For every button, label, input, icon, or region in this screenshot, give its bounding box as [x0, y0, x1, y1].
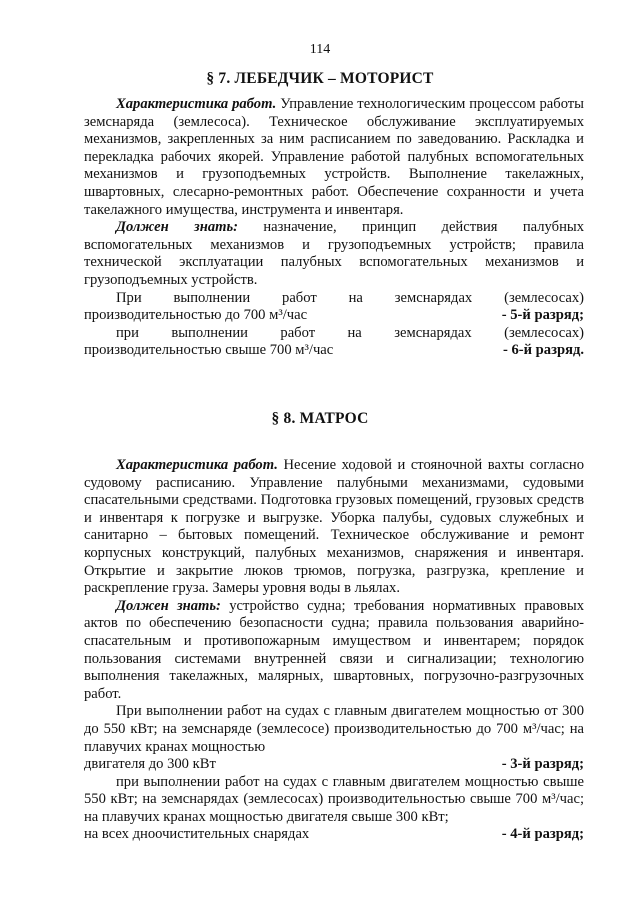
section-7-grade-6-line1: [84, 325, 584, 343]
page-number: 114: [309, 42, 331, 57]
word: при: [116, 324, 139, 341]
word: выполнении: [173, 289, 251, 306]
grade-6-rank: - 6-й разряд.: [502, 342, 584, 359]
word: При: [116, 289, 142, 306]
section-7-characteristic: [84, 96, 584, 219]
section-8-body: [84, 457, 584, 844]
section-7-knowledge: [84, 219, 584, 289]
word: (землесосах): [504, 324, 584, 341]
grade-condition: производительностью до 700 м³/час: [84, 307, 308, 324]
section-8-grade-4-last: [84, 826, 584, 844]
characteristic-label: Характеристика работ.: [116, 96, 277, 112]
section-8-grade-4-text: при выполнении работ на судах с главным двигателем мощностью свыше 550 кВт; на земснарядах (землесосах) производительностью свыше 700 м³/час; на плавучих кранах мощностью двигателя свыше 300 кВт;: [84, 773, 584, 825]
word: работ: [280, 324, 316, 341]
know-label: Должен знать:: [116, 597, 221, 614]
section-7-grade-5-line2: [84, 307, 584, 325]
section-7-heading: § 7. ЛЕБЕДЧИК – МОТОРИСТ: [206, 70, 434, 87]
know-label: Должен знать:: [116, 219, 238, 236]
grade-condition: двигателя до 300 кВт: [84, 756, 216, 773]
grade-condition: на всех дноочистительных снарядах: [84, 826, 310, 843]
section-8-heading: § 8. МАТРОС: [271, 410, 369, 427]
know-text: устройство судна; требования нормативных правовых актов по обеспечению безопасности судна; правила пользования аварийно-спасательным и противопожарным имуществом и инвентарем; порядок пользования системами внутренней связи и сигнализации; технологию выполнения такелажных, малярных, швартовных, погрузочно-разгрузочных работ.: [84, 597, 584, 702]
word: на: [348, 289, 363, 306]
grade-3-rank: - 3-й разряд;: [501, 756, 584, 773]
section-8-knowledge: [84, 598, 584, 704]
characteristic-text: Управление технологическим процессом работы земснаряда (землесоса). Техническое обслуживание эксплуатируемых механизмов, закрепленных за ним расписанием по заведованию. Раскладка и перекладка рабочих якорей. Управление работой палубных вспомогательных механизмов и грузоподъемных устройств. Выполнение такелажных, швартовных, слесарно-ремонтных работ. Обеспечение сохранности и учета такелажного имущества, инструмента и инвентаря.: [84, 96, 584, 218]
section-8-grade-3-last: [84, 756, 584, 774]
word: работ: [282, 289, 317, 306]
characteristic-text: Несение ходовой и стояночной вахты согласно судовому расписанию. Управление палубными механизмами, судовыми спасательными средствами. Подготовка грузовых помещений, грузовых средств и инвентаря к погрузке и выгрузке. Уборка палубы, судовых служебных и санитарно – бытовых помещений. Техническое обслуживание и ремонт корпусных конструкций, палубных механизмов, снаряжения и инвентаря. Открытие и закрытие люков трюмов, погрузка, разгрузка, крепление и раскрепление груза. Замеры уровня воды в льялах.: [84, 457, 585, 597]
grade-condition: производительностью свыше 700 м³/час: [84, 342, 334, 359]
word: земснарядах: [394, 289, 473, 306]
section-7-grade-5-line1: [84, 290, 584, 308]
characteristic-label: Характеристика работ.: [116, 457, 278, 473]
section-8-grade-3-text: При выполнении работ на судах с главным двигателем мощностью от 300 до 550 кВт; на земснаряде (землесосе) производительностью до 700 м³/час; на плавучих кранах мощностью: [84, 703, 584, 755]
section-7-grade-6-line2: [84, 342, 584, 360]
word: выполнении: [171, 324, 248, 341]
know-text: назначение, принцип действия палубных вспомогательных механизмов и грузоподъемных устройств; правила технической эксплуатации палубных вспомогательных механизмов и грузоподъемных устройств.: [84, 219, 584, 288]
word: на: [347, 324, 362, 341]
word: (землесосах): [504, 289, 584, 306]
grade-5-rank: - 5-й разряд;: [501, 307, 584, 324]
word: земснарядах: [394, 324, 472, 341]
grade-4-rank: - 4-й разряд;: [501, 826, 584, 843]
section-8-characteristic: [84, 457, 584, 598]
section-7-body: [84, 96, 584, 360]
